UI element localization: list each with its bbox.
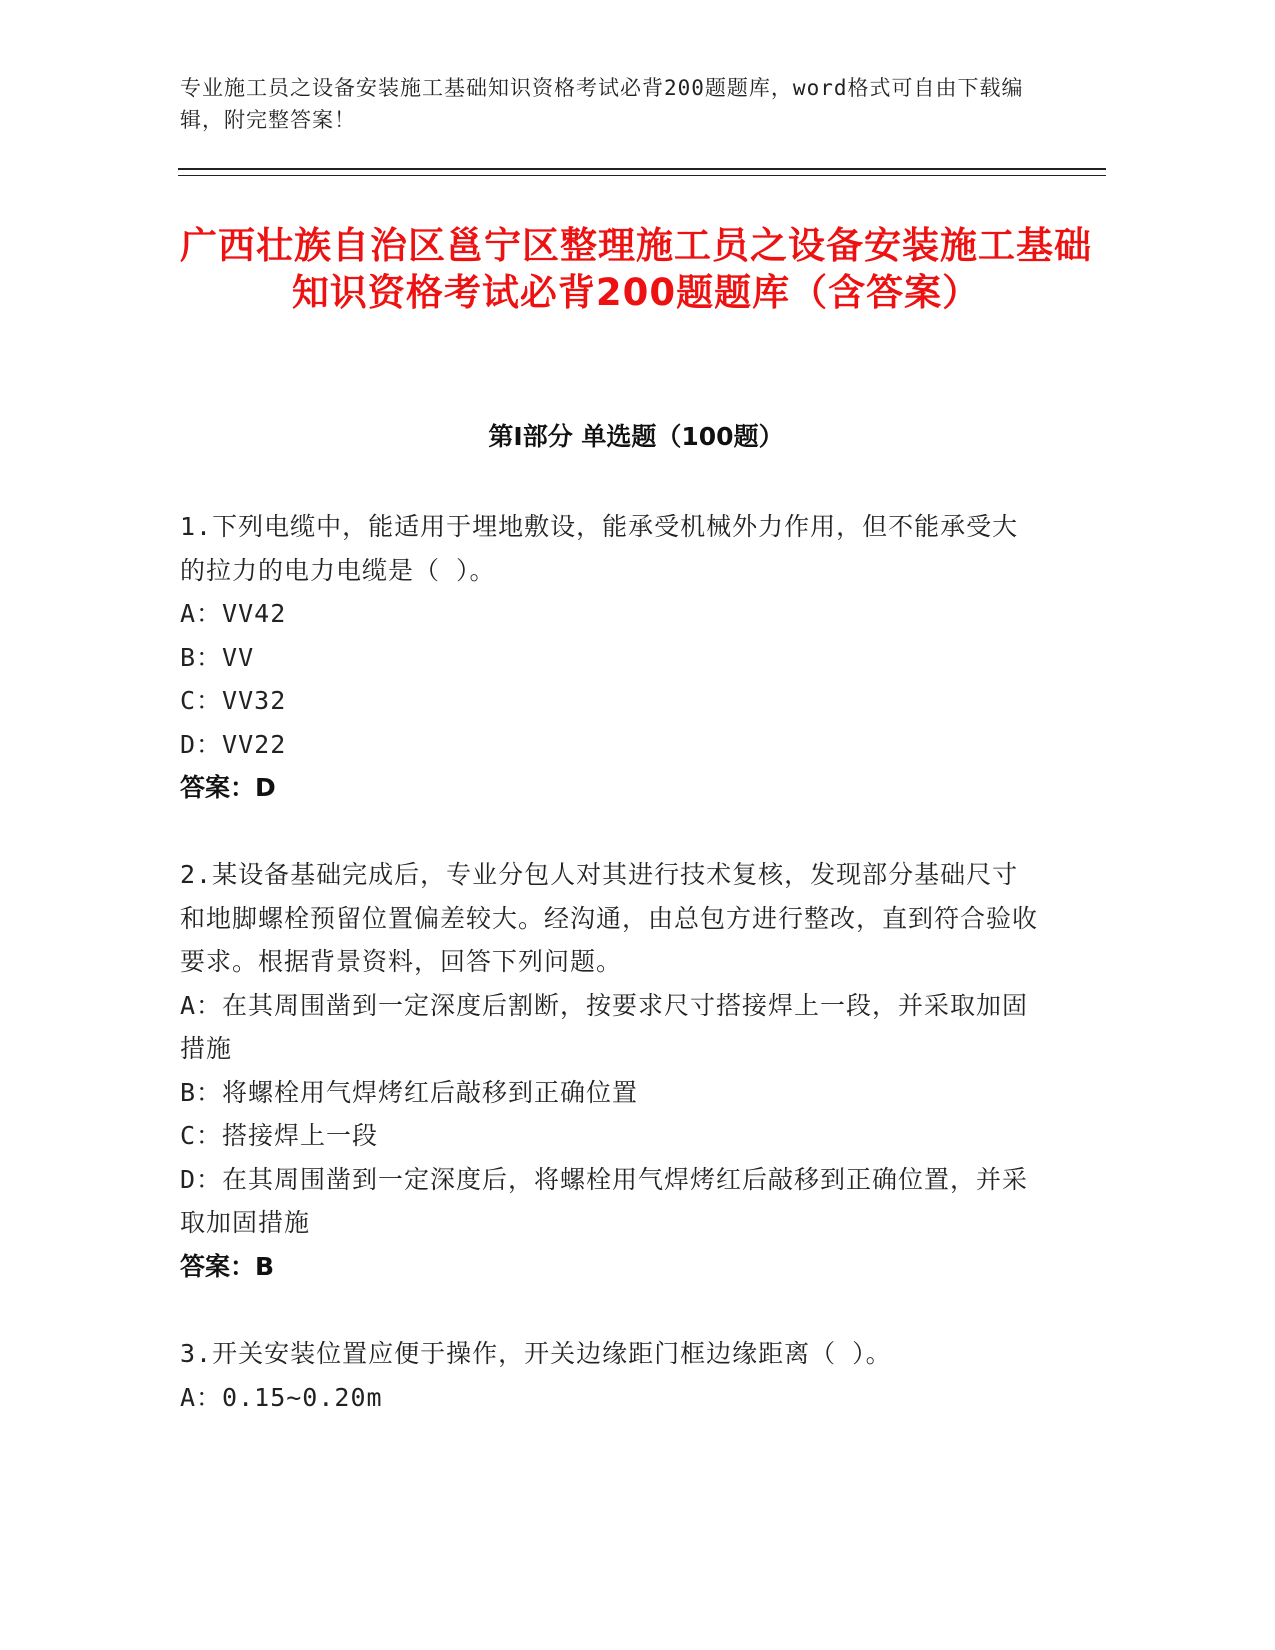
option-d: D：在其周围凿到一定深度后，将螺栓用气焊烤红后敲移到正确位置，并采取加固措施 <box>180 1164 1029 1237</box>
section-title: 第Ⅰ部分 单选题（100题） <box>488 422 784 451</box>
document-title: 广西壮族自治区邕宁区整理施工员之设备安装施工基础知识资格考试必背200题题库（含答案） <box>180 224 1092 314</box>
option-d: D：VV22 <box>180 729 287 759</box>
option-c: C：搭接焊上一段 <box>180 1121 379 1150</box>
option-a: A：在其周围凿到一定深度后割断，按要求尺寸搭接焊上一段，并采取加固措施 <box>180 990 1029 1063</box>
option-c: C：VV32 <box>180 686 287 715</box>
question-text: 1.下列电缆中，能适用于埋地敷设，能承受机械外力作用，但不能承受大的拉力的电力电缆是（ ）。 <box>180 512 1019 585</box>
question-1 <box>180 505 1040 810</box>
header-divider-thin <box>178 175 1106 176</box>
question-2 <box>180 853 1040 1288</box>
question-text: 2.某设备基础完成后，专业分包人对其进行技术复核，发现部分基础尺寸和地脚螺栓预留位置偏差较大。经沟通，由总包方进行整改，直到符合验收要求。根据背景资料，回答下列问题。 <box>180 860 1039 976</box>
answer: 答案：D <box>180 773 276 802</box>
header-divider-thick <box>178 168 1106 170</box>
option-a: A：0.15~0.20m <box>180 1382 383 1412</box>
option-a: A：VV42 <box>180 599 287 628</box>
answer: 答案：B <box>180 1251 275 1281</box>
option-b: B：将螺栓用气焊烤红后敲移到正确位置 <box>180 1077 639 1107</box>
header-note: 专业施工员之设备安装施工基础知识资格考试必背200题题库，word格式可自由下载编辑，附完整答案！ <box>180 76 1024 132</box>
question-3 <box>180 1332 1040 1419</box>
question-text: 3.开关安装位置应便于操作，开关边缘距门框边缘距离（ ）。 <box>180 1339 892 1368</box>
option-b: B：VV <box>180 642 255 672</box>
